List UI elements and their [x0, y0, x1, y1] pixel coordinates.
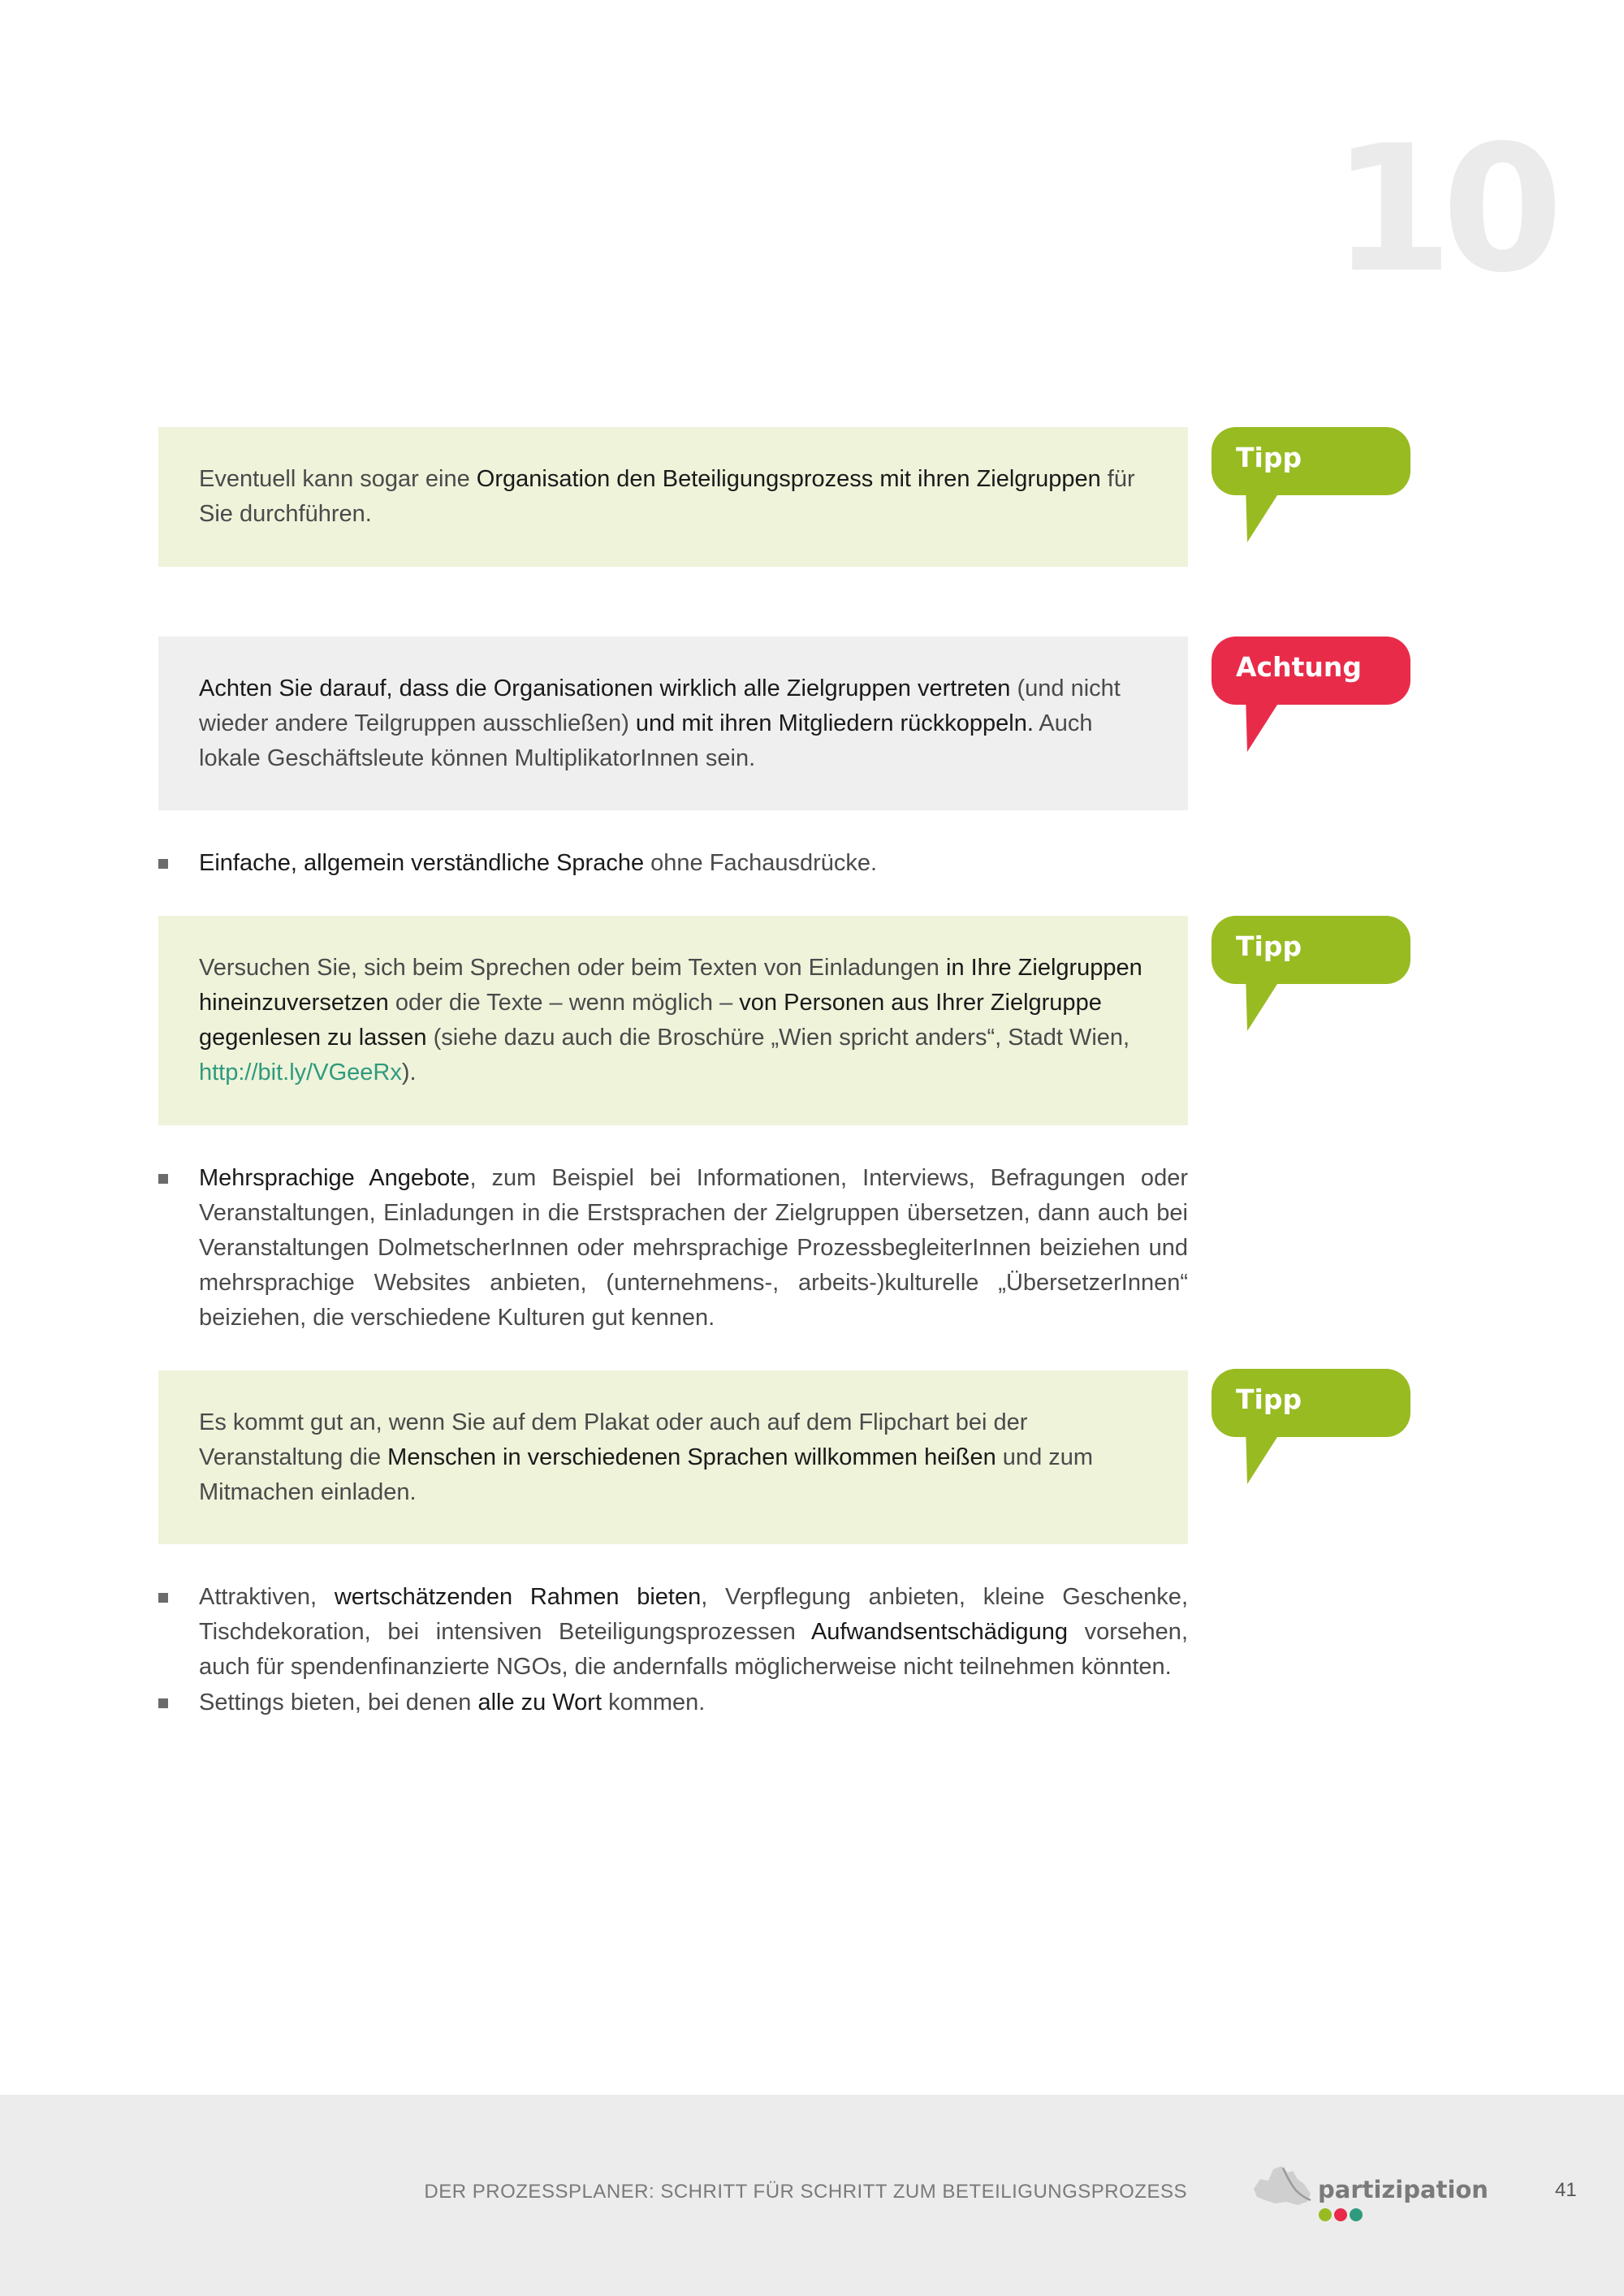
tipp-bubble-1 [1212, 427, 1410, 549]
list-item [158, 846, 1188, 881]
bullet1-bold: Einfache, allgemein verständliche Sprache [199, 850, 645, 876]
tipp-label: Tipp [1212, 1369, 1410, 1437]
tip1-bold-1: Organisation den Beteiligungsprozess mit ihren Zielgruppen [476, 466, 1101, 492]
bullet-square-icon [158, 1593, 168, 1603]
warning-bold-2: und mit ihren Mitgliedern rückkoppeln. [635, 710, 1034, 736]
brand-dots [1319, 2208, 1367, 2221]
warning-text-2: Auch lokale Geschäftsleute können MultiplikatorInnen sein. [199, 710, 1093, 771]
bullet2-bold: Mehrsprachige Angebote [199, 1165, 470, 1191]
list-item [158, 1161, 1188, 1336]
vienna-map-icon [1250, 2161, 1315, 2210]
achtung-bubble [1212, 637, 1410, 758]
tip-box-3 [158, 1370, 1188, 1544]
brand-name: partizipation [1318, 2176, 1488, 2203]
bullet3-text-2: , Verpflegung anbieten, kleine Geschenke, Tischdekoration, bei intensiven Beteiligungsprozessen [199, 1584, 1188, 1645]
brand-dot-green [1319, 2208, 1332, 2221]
tip-box-1 [158, 427, 1188, 567]
bullet4-text-2: kommen. [602, 1690, 706, 1716]
tip2-bold-2: von Personen aus Ihrer Zielgruppe gegenlesen zu lassen [199, 990, 1102, 1051]
tip2-text-2: oder die Texte – wenn möglich – [388, 990, 740, 1016]
tip3-bold-1: Menschen in verschiedenen Sprachen willkommen heißen [387, 1444, 996, 1470]
warning-bold-1: Achten Sie darauf, dass die Organisationen wirklich alle Zielgruppen vertreten [199, 675, 1011, 701]
tipp-label: Tipp [1212, 916, 1410, 984]
chapter-number: 10 [1332, 107, 1553, 311]
brand-dot-teal [1350, 2208, 1363, 2221]
bullet3-text-1: Attraktiven, [199, 1584, 335, 1610]
page-number: 41 [1555, 2179, 1577, 2201]
bullet3-bold-1: wertschätzenden Rahmen bieten [334, 1584, 702, 1610]
tipp-label: Tipp [1212, 427, 1410, 495]
bullet2-text: , zum Beispiel bei Informationen, Interviews, Befragungen oder Veranstaltungen, Einladungen in die Erstsprachen der Zielgruppen übersetzen, dann auch bei Veranstaltungen DolmetscherInnen oder mehrsprachige ProzessbegleiterInnen beiziehen und mehrsprachige Websites anbieten, (unternehmens-, arbeits-)kulturelle „ÜbersetzerInnen“ beiziehen, die verschiedene Kulturen gut kennen. [199, 1165, 1188, 1331]
bullet-square-icon [158, 1174, 168, 1184]
list-item [158, 1685, 1188, 1720]
tip3-text-1: Es kommt gut an, wenn Sie auf dem Plakat oder auch auf dem Flipchart bei der Veranstaltung die [199, 1409, 1028, 1470]
warning-text-1: (und nicht wieder andere Teilgruppen ausschließen) [199, 675, 1121, 736]
bullet1-text: ohne Fachausdrücke. [644, 850, 878, 876]
bullet4-bold: alle zu Wort [477, 1690, 603, 1716]
tip2-bold-1: in Ihre Zielgruppen hineinzuversetzen [199, 955, 1142, 1016]
tip2-text-3: (siehe dazu auch die Broschüre „Wien spricht anders“, Stadt Wien, [426, 1025, 1130, 1051]
bullet3-text-3: vorsehen, auch für spendenfinanzierte NGOs, die andernfalls möglicherweise nicht teilnehmen könnten. [199, 1619, 1188, 1680]
bullet-square-icon [158, 1698, 168, 1708]
achtung-label: Achtung [1212, 637, 1410, 705]
tip1-text-2: für Sie durchführen. [199, 466, 1135, 527]
tipp-bubble-3 [1212, 1369, 1410, 1491]
list-item [158, 1580, 1188, 1685]
footer-title: DER PROZESSPLANER: SCHRITT FÜR SCHRITT ZUM BETEILIGUNGSPROZESS [424, 2181, 1187, 2203]
warning-box [158, 637, 1188, 810]
bullet3-bold-2: Aufwandsentschädigung [810, 1619, 1068, 1645]
brochure-link[interactable]: http://bit.ly/VGeeRx [199, 1060, 402, 1085]
tip2-text-1: Versuchen Sie, sich beim Sprechen oder beim Texten von Einladungen [199, 955, 946, 981]
tip3-text-2: und zum Mitmachen einladen. [199, 1444, 1094, 1505]
bullet4-text-1: Settings bieten, bei denen [199, 1690, 478, 1716]
tip2-text-4: ). [401, 1060, 417, 1085]
tipp-bubble-2 [1212, 916, 1410, 1038]
brand-dot-red [1334, 2208, 1347, 2221]
tip-box-2 [158, 916, 1188, 1125]
tip1-text-1: Eventuell kann sogar eine [199, 466, 477, 492]
page-footer [0, 2095, 1624, 2296]
bullet-square-icon [158, 859, 168, 869]
